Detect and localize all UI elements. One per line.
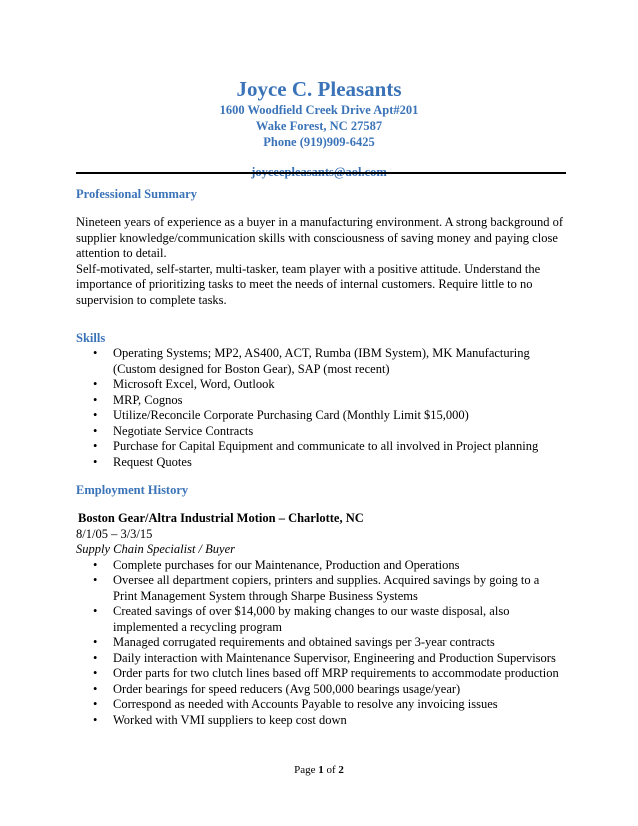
candidate-name: Joyce C. Pleasants [236,77,402,101]
skill-item: • MRP, Cognos [76,393,566,409]
page-of-label: of [326,764,336,776]
duty-item: • Correspond as needed with Accounts Payable to resolve any invoicing issues [76,697,566,713]
skill-item: • Purchase for Capital Equipment and communicate to all involved in Project planning [76,439,566,455]
total-pages-number: 2 [338,764,344,776]
page-label: Page [294,764,316,776]
employer-name: Boston Gear/Altra Industrial Motion – Charlotte, NC [78,511,364,525]
summary-section [76,215,566,308]
phone-number: Phone (919)909-6425 [263,135,375,149]
skill-item: • Request Quotes [76,455,566,471]
skills-list [76,346,566,470]
duty-item: • Order parts for two clutch lines based off MRP requirements to accommodate production [76,666,566,682]
summary-paragraph-1: Nineteen years of experience as a buyer in a manufacturing environment. A strong background of supplier knowledge/communication skills with consciousness of saving money and paying close attention to detail. [76,215,563,260]
skill-item: • Operating Systems; MP2, AS400, ACT, Rumba (IBM System), MK Manufacturing (Custom designed for Boston Gear), SAP (most recent) [76,346,566,377]
job-title: Supply Chain Specialist / Buyer [76,542,236,556]
duty-item: • Daily interaction with Maintenance Supervisor, Engineering and Production Supervisors [76,651,566,667]
skill-item: • Negotiate Service Contracts [76,424,566,440]
address-line-2: Wake Forest, NC 27587 [255,119,383,133]
skills-heading: Skills [76,331,106,345]
resume-body [76,186,566,728]
employment-heading: Employment History [76,483,189,497]
skill-item: • Microsoft Excel, Word, Outlook [76,377,566,393]
skill-item: • Utilize/Reconcile Corporate Purchasing Card (Monthly Limit $15,000) [76,408,566,424]
duty-item: • Created savings of over $14,000 by making changes to our waste disposal, also implemented a recycling program [76,604,566,635]
header-divider [76,172,566,174]
summary-paragraph-2: Self-motivated, self-starter, multi-tasker, team player with a positive attitude. Understand the importance of prioritizing tasks to meet the needs of internal customers. Require little to no supervision to complete tasks. [76,261,541,307]
duty-item: • Oversee all department copiers, printers and supplies. Acquired savings by going to a Print Management System through Sharpe Business Systems [76,573,566,604]
address-line-1: 1600 Woodfield Creek Drive Apt#201 [219,103,419,117]
duty-item: • Worked with VMI suppliers to keep cost down [76,713,566,729]
current-page-number: 1 [318,764,324,776]
duty-item: • Managed corrugated requirements and obtained savings per 3-year contracts [76,635,566,651]
employment-dates: 8/1/05 – 3/3/15 [76,526,153,541]
resume-header [0,76,638,180]
page-footer [0,764,638,776]
duty-item: • Order bearings for speed reducers (Avg 500,000 bearings usage/year) [76,682,566,698]
email-address: joyceepleasants@aol.com [251,165,387,179]
duties-list [76,558,566,729]
summary-heading: Professional Summary [76,187,197,201]
duty-item: • Complete purchases for our Maintenance, Production and Operations [76,558,566,574]
